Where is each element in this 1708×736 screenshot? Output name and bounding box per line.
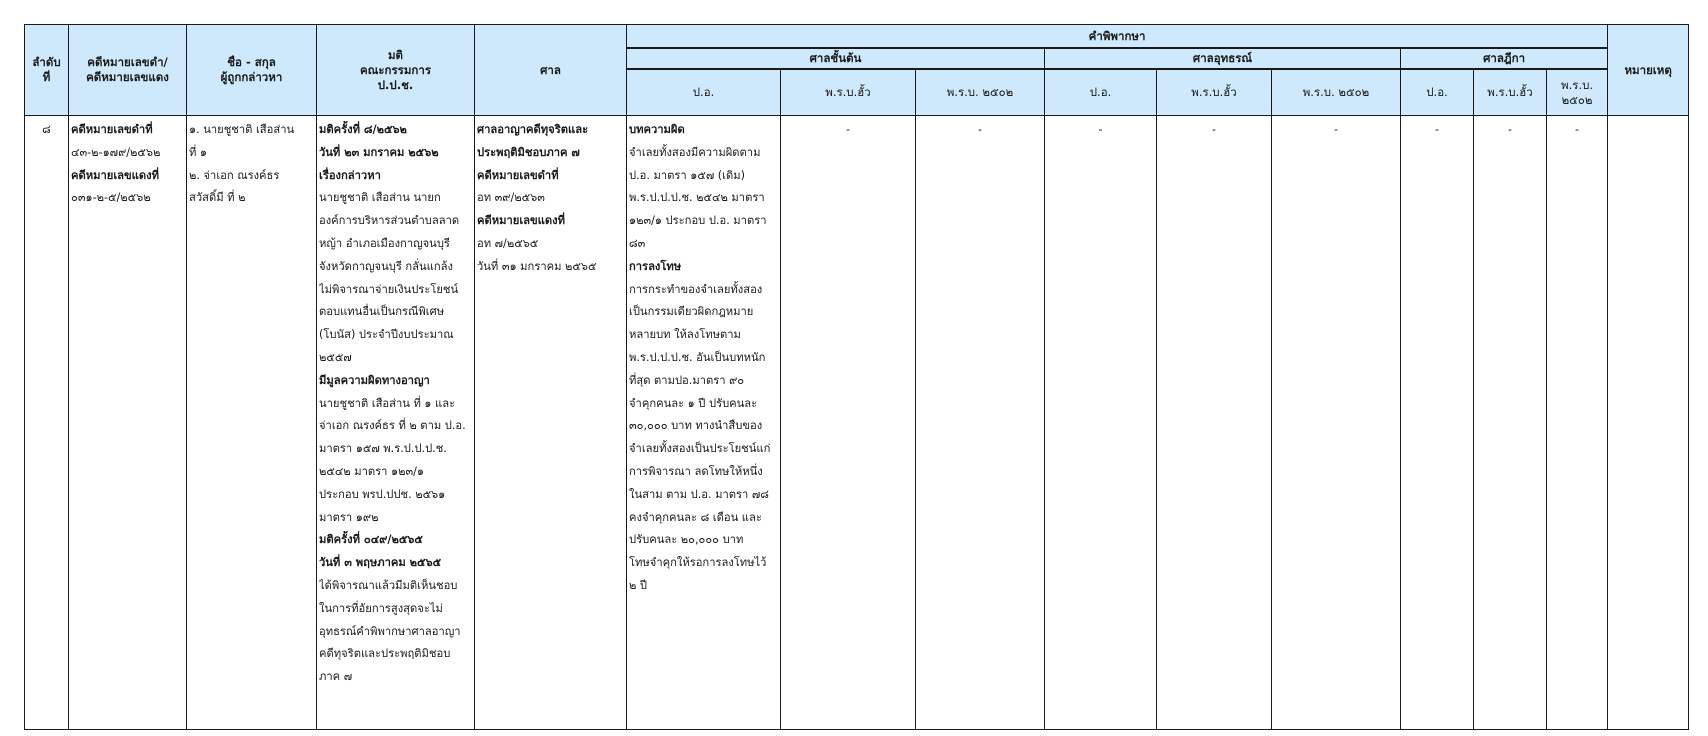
first-po-line: การลงโทษ bbox=[629, 259, 682, 273]
first-po-line: คงจำคุกคนละ ๘ เดือน และ bbox=[629, 510, 762, 524]
header-supreme-pr-old: พ.ร.บ.ฮั้ว bbox=[1474, 69, 1547, 116]
first-po-line: จำคุกคนละ ๑ ปี ปรับคนละ bbox=[629, 396, 758, 410]
case-line: คดีหมายเลขดำที่ bbox=[71, 123, 153, 136]
first-po-line: ๒ ปี bbox=[629, 578, 648, 592]
first-po-line: บทความผิด bbox=[629, 123, 685, 136]
case-line: ๐๓๑-๒-๕/๒๕๖๒ bbox=[71, 191, 151, 205]
first-po-line: การกระทำของจำเลยทั้งสอง bbox=[629, 282, 763, 296]
header-first-pr-2502: พ.ร.บ. ๒๕๐๒ bbox=[916, 69, 1045, 116]
cell-remark bbox=[1608, 116, 1689, 730]
cell-resolution bbox=[317, 116, 475, 730]
resolution-line: ในการที่อัยการสูงสุดจะไม่ bbox=[319, 601, 443, 615]
header-case-line2: คดีหมายเลขแดง bbox=[86, 70, 169, 84]
resolution-line: ประกอบ พรป.ปปช. ๒๕๖๑ bbox=[319, 487, 446, 501]
court-line: คดีหมายเลขแดงที่ bbox=[477, 214, 565, 228]
cell-first-po bbox=[627, 116, 781, 730]
judgment-table bbox=[24, 24, 1689, 730]
court-line: ศาลอาญาคดีทุจริตและ bbox=[477, 123, 589, 136]
resolution-line: จังหวัดกาญจนบุรี กลั่นแกล้ง bbox=[319, 259, 453, 273]
header-first-pr-old: พ.ร.บ.ฮั้ว bbox=[781, 69, 916, 116]
case-line: ๔๓-๒-๑๗๙/๒๕๖๒ bbox=[71, 145, 161, 159]
cell-court bbox=[475, 116, 627, 730]
first-po-line: หลายบท ให้ลงโทษตาม bbox=[629, 328, 741, 342]
header-name bbox=[187, 25, 317, 116]
header-remark: หมายเหตุ bbox=[1608, 25, 1689, 116]
resolution-line: มติครั้งที่ ๐๔๙/๒๕๖๕ bbox=[319, 533, 423, 547]
table-row bbox=[25, 116, 1689, 730]
resolution-line: จ่าเอก ณรงค์ธร ที่ ๒ ตาม ป.อ. bbox=[319, 419, 466, 433]
header-resolution-line1: มติ bbox=[387, 47, 404, 62]
header-resolution-line3: ป.ป.ช. bbox=[377, 77, 414, 92]
cell-supreme-pr-2502: - bbox=[1547, 116, 1608, 730]
first-po-line: ๓๐,๐๐๐ บาท ทางนำสืบของ bbox=[629, 419, 763, 433]
resolution-line: มติครั้งที่ ๘/๒๕๖๒ bbox=[319, 123, 407, 136]
cell-first-pr-2502: - bbox=[916, 116, 1045, 730]
resolution-line: นายชูชาติ เสือส่าน ที่ ๑ และ bbox=[319, 396, 456, 410]
resolution-line: มาตรา ๑๕๗ พ.ร.ป.ป.ป.ช. bbox=[319, 442, 447, 456]
first-po-line: ๘๓ bbox=[629, 236, 646, 250]
first-po-line: พ.ร.ป.ป.ป.ช. ๒๕๔๒ มาตรา bbox=[629, 191, 765, 205]
resolution-line: คดีทุจริตและประพฤติมิชอบ bbox=[319, 647, 451, 661]
header-name-line1: ชื่อ - สกุล bbox=[227, 55, 276, 69]
header-no-line2: ที่ bbox=[42, 70, 51, 84]
header-case-line1: คดีหมายเลขดำ/ bbox=[87, 55, 168, 69]
header-judgment: คำพิพากษา bbox=[627, 25, 1608, 49]
resolution-line: ๒๕๔๒ มาตรา ๑๒๓/๑ bbox=[319, 464, 425, 478]
header-court-appeal: ศาลอุทธรณ์ bbox=[1045, 48, 1401, 69]
first-po-line: จำเลยทั้งสองมีความผิดตาม bbox=[629, 145, 761, 159]
header-resolution bbox=[317, 25, 475, 116]
first-po-line: พ.ร.ป.ป.ป.ช. อันเป็นบทหนัก bbox=[629, 350, 766, 364]
resolution-line: ตอบแทนอื่นเป็นกรณีพิเศษ bbox=[319, 305, 445, 319]
resolution-line: วันที่ ๒๓ มกราคม ๒๕๖๒ bbox=[319, 145, 439, 159]
resolution-line: อุทธรณ์คำพิพากษาศาลอาญา bbox=[319, 624, 461, 638]
header-no-line1: ลำดับ bbox=[32, 55, 61, 69]
resolution-line: เรื่องกล่าวหา bbox=[319, 168, 381, 182]
header-name-line2: ผู้ถูกกล่าวหา bbox=[220, 70, 283, 84]
resolution-line: ไม่พิจารณาจ่ายเงินประโยชน์ bbox=[319, 282, 459, 296]
header-supreme-pr-2502-line1: พ.ร.บ. bbox=[1561, 77, 1594, 92]
resolution-line: วันที่ ๓ พฤษภาคม ๒๕๖๕ bbox=[319, 556, 442, 570]
court-line: อท ๗/๒๕๖๕ bbox=[477, 236, 539, 250]
first-po-line: ในสาม ตาม ป.อ. มาตรา ๗๘ bbox=[629, 487, 769, 501]
resolution-line: ได้พิจารณาแล้วมีมติเห็นชอบ bbox=[319, 578, 458, 592]
header-first-po: ป.อ. bbox=[627, 69, 781, 116]
header-supreme-pr-2502-line2: ๒๕๐๒ bbox=[1561, 92, 1593, 107]
header-case bbox=[69, 25, 187, 116]
resolution-line: (โบนัส) ประจำปีงบประมาณ bbox=[319, 328, 454, 342]
court-line: คดีหมายเลขดำที่ bbox=[477, 168, 559, 182]
resolution-line: มาตรา ๑๙๒ bbox=[319, 510, 379, 524]
names-line: ๑. นายชูชาติ เสือส่าน bbox=[189, 123, 295, 136]
header-supreme-po: ป.อ. bbox=[1401, 69, 1474, 116]
header-appeal-pr-2502: พ.ร.บ. ๒๕๐๒ bbox=[1272, 69, 1401, 116]
names-line: ๒. จ่าเอก ณรงค์ธร bbox=[189, 168, 280, 182]
court-line: วันที่ ๓๑ มกราคม ๒๕๖๕ bbox=[477, 259, 597, 273]
court-line: อท ๓๙/๒๕๖๓ bbox=[477, 191, 545, 205]
resolution-line: ภาค ๗ bbox=[319, 670, 353, 684]
first-po-line: จำเลยทั้งสองเป็นประโยชน์แก่ bbox=[629, 442, 771, 456]
resolution-line: มีมูลความผิดทางอาญา bbox=[319, 373, 430, 387]
first-po-line: เป็นกรรมเดียวผิดกฎหมาย bbox=[629, 305, 754, 319]
first-po-line: ๑๒๓/๑ ประกอบ ป.อ. มาตรา bbox=[629, 214, 767, 228]
header-court-first: ศาลชั้นต้น bbox=[627, 48, 1045, 69]
court-line: ประพฤติมิชอบภาค ๗ bbox=[477, 145, 580, 159]
names-line: สวัสดิ์มี ที่ ๒ bbox=[189, 191, 246, 205]
resolution-line: ๒๕๕๗ bbox=[319, 350, 352, 364]
header-court: ศาล bbox=[475, 25, 627, 116]
first-po-line: ป.อ. มาตรา ๑๕๗ (เดิม) bbox=[629, 168, 745, 182]
header-supreme-pr-2502 bbox=[1547, 69, 1608, 116]
first-po-line: การพิจารณา ลดโทษให้หนึ่ง bbox=[629, 464, 763, 478]
names-line: ที่ ๑ bbox=[189, 145, 208, 159]
cell-supreme-po: - bbox=[1401, 116, 1474, 730]
first-po-line: โทษจำคุกให้รอการลงโทษไว้ bbox=[629, 556, 767, 570]
cell-supreme-pr-old: - bbox=[1474, 116, 1547, 730]
case-line: คดีหมายเลขแดงที่ bbox=[71, 168, 159, 182]
header-resolution-line2: คณะกรรมการ bbox=[359, 62, 432, 77]
first-po-line: ที่สุด ตามปอ.มาตรา ๙๐ bbox=[629, 373, 745, 387]
cell-appeal-pr-old: - bbox=[1157, 116, 1272, 730]
resolution-line: นายชูชาติ เสือส่าน นายก bbox=[319, 191, 441, 205]
cell-first-pr-old: - bbox=[781, 116, 916, 730]
header-no bbox=[25, 25, 69, 116]
resolution-line: องค์การบริหารส่วนตำบลลาด bbox=[319, 214, 460, 228]
cell-names bbox=[187, 116, 317, 730]
first-po-line: ปรับคนละ ๒๐,๐๐๐ บาท bbox=[629, 533, 744, 547]
cell-appeal-pr-2502: - bbox=[1272, 116, 1401, 730]
header-court-supreme: ศาลฎีกา bbox=[1401, 48, 1608, 69]
cell-no: ๘ bbox=[25, 116, 69, 730]
header-appeal-po: ป.อ. bbox=[1045, 69, 1157, 116]
cell-case bbox=[69, 116, 187, 730]
cell-appeal-po: - bbox=[1045, 116, 1157, 730]
header-appeal-pr-old: พ.ร.บ.ฮั้ว bbox=[1157, 69, 1272, 116]
resolution-line: หญ้า อำเภอเมืองกาญจนบุรี bbox=[319, 236, 450, 250]
